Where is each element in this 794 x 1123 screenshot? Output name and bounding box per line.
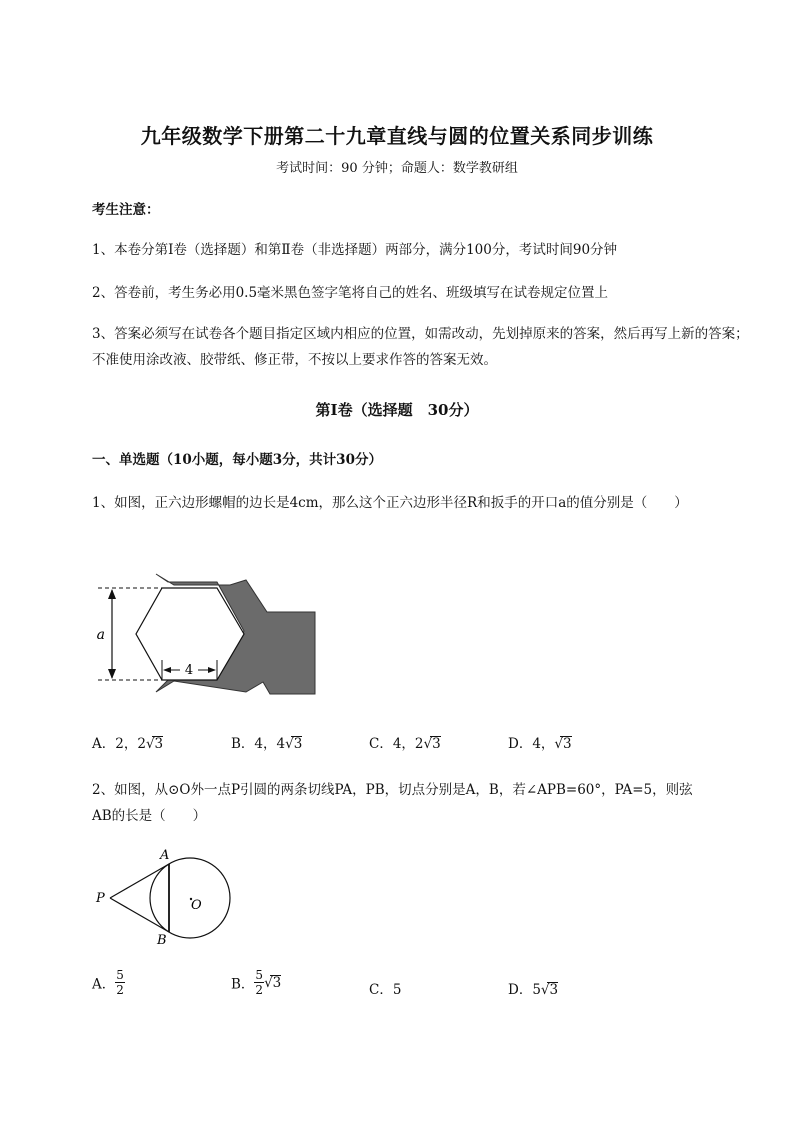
circle-o [150,858,230,938]
q2-option-a[interactable]: A． $\frac{5}{2}$ [92,968,124,997]
page-title: 九年级数学下册第二十九章直线与圆的位置关系同步训练 [140,124,654,148]
label-A: A [160,848,170,863]
q1-option-a[interactable]: A．2，2√ 3 [92,736,164,752]
question-2-text-line2: AB的长是（ ） [92,808,207,824]
q2-option-c[interactable]: C．5 [369,982,402,998]
notice-item-3: 3、答案必须写在试卷各个题目指定区域内相应的位置，如需改动，先划掉原来的答案，然后再写上新的答案；不准使用涂改液、胶带纸、修正带，不按以上要求作答的答案无效。 [92,326,749,368]
q1-option-d[interactable]: D．4，√ 3 [508,736,572,752]
circle-tangent-figure [90,842,250,952]
part-title: 第Ⅰ卷（选择题 30分） [315,401,479,419]
wrench-hexagon-figure [90,570,330,700]
exam-info: 考试时间：90 分钟；命题人：数学教研组 [276,161,518,176]
notice-item-2: 2、答卷前，考生务必用0.5毫米黑色签字笔将自己的姓名、班级填写在试卷规定位置上 [92,285,609,301]
label-O: O [191,898,202,913]
q1-option-c[interactable]: C．4，2√ 3 [369,736,441,752]
tangent-pb [110,898,169,932]
label-P: P [96,891,105,906]
label-side-4: 4 [184,663,194,678]
q2-option-d[interactable]: D．5√ 3 [508,982,559,998]
label-a: a [96,627,105,643]
question-2-text-line1: 2、如图，从⊙O外一点P引圆的两条切线PA，PB，切点分别是A，B，若∠APB=60°，PA=5，则弦 [92,782,693,798]
tangent-pa [110,864,169,898]
label-B: B [157,933,167,948]
notice-item-1: 1、本卷分第Ⅰ卷（选择题）和第Ⅱ卷（非选择题）两部分，满分100分，考试时间90分钟 [92,242,618,258]
notice-heading: 考生注意： [92,202,160,218]
section-heading: 一、单选题（10小题，每小题3分，共计30分） [92,452,382,468]
q2-option-b[interactable]: B． $\frac{5}{2}$ √ 3 [231,968,282,997]
question-1-text: 1、如图，正六边形螺帽的边长是4cm，那么这个正六边形半径R和扳手的开口a的值分别是（ ） [92,495,688,511]
q1-option-b[interactable]: B．4，4√ 3 [231,736,303,752]
